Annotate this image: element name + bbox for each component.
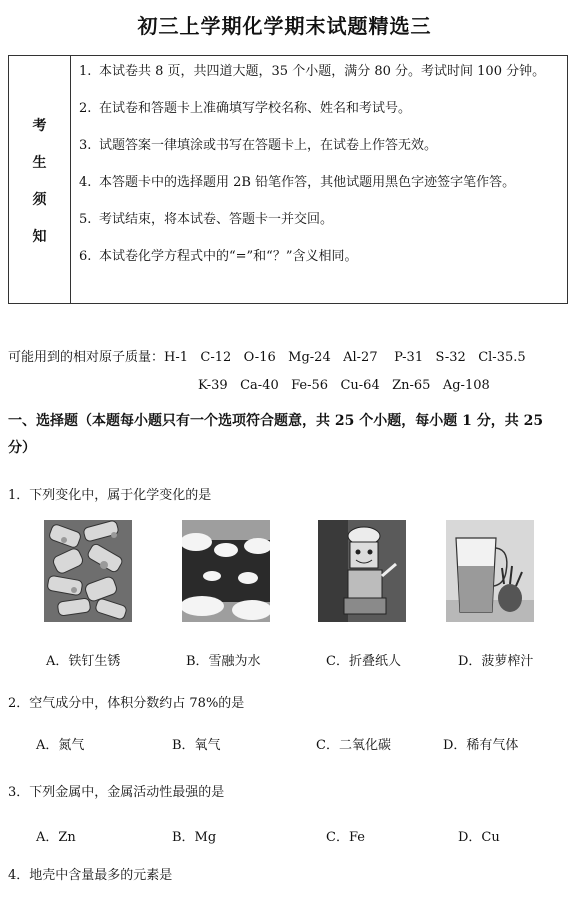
question-image-row — [0, 520, 569, 625]
option-a[interactable]: A．氮气 — [36, 738, 85, 753]
notice-item — [79, 62, 559, 82]
notice-item — [79, 210, 559, 230]
notice-label-char: 考 — [32, 118, 47, 134]
notice-item-number: 1. — [79, 64, 92, 79]
pineapple-juice-image — [446, 520, 534, 622]
melting-snow-image — [182, 520, 270, 622]
question-stem: 1．下列变化中，属于化学变化的是 — [8, 488, 212, 503]
option-d[interactable]: D．菠萝榨汁 — [458, 654, 534, 669]
notice-item-number: 2. — [79, 101, 92, 116]
answer-options — [0, 826, 569, 846]
answer-options — [0, 734, 569, 754]
atomic-mass-info — [8, 344, 563, 400]
notice-item-number: 3. — [79, 138, 92, 153]
notice-item-number: 6. — [79, 249, 92, 264]
option-d[interactable]: D．Cu — [458, 830, 500, 845]
section-heading: 一、选择题（本题每小题只有一个选项符合题意，共 25 个小题，每小题 1 分，共 25 分） — [8, 413, 544, 456]
option-c[interactable]: C．折叠纸人 — [326, 654, 401, 669]
notice-label-char: 生 — [32, 155, 47, 171]
question-stem: 3．下列金属中，金属活动性最强的是 — [8, 785, 225, 800]
notice-item-number: 4. — [79, 175, 92, 190]
notice-list — [71, 56, 567, 303]
notice-item — [79, 173, 559, 193]
rusty-nails-image — [44, 520, 132, 622]
notice-item-number: 5. — [79, 212, 92, 227]
notice-item — [79, 99, 559, 119]
notice-item — [79, 136, 559, 156]
option-a[interactable]: A．Zn — [36, 830, 76, 845]
notice-item-text: 在试卷和答题卡上准确填写学校名称、姓名和考试号。 — [99, 101, 412, 116]
notice-label-char: 知 — [32, 229, 47, 245]
notice-item-text: 本试卷化学方程式中的“=”和“？”含义相同。 — [99, 249, 358, 264]
option-b[interactable]: B．氧气 — [172, 738, 221, 753]
option-c[interactable]: C．Fe — [326, 830, 365, 845]
option-b[interactable]: B．Mg — [172, 830, 217, 845]
question-stem: 2．空气成分中，体积分数约占 78%的是 — [8, 696, 245, 711]
option-c[interactable]: C．二氧化碳 — [316, 738, 391, 753]
option-d[interactable]: D．稀有气体 — [443, 738, 519, 753]
atomic-mass-line: K-39 Ca-40 Fe-56 Cu-64 Zn-65 Ag-108 — [198, 378, 490, 393]
atomic-mass-line: 可能用到的相对原子质量：H-1 C-12 O-16 Mg-24 Al-27 P-31 S-32 Cl-35.5 — [8, 350, 526, 365]
notice-item — [79, 247, 559, 267]
exam-notice-box — [8, 55, 568, 304]
folded-paper-figure-image — [318, 520, 406, 622]
notice-label-char: 须 — [32, 192, 47, 208]
notice-item-text: 本答题卡中的选择题用 2B 铅笔作答，其他试题用黑色字迹签字笔作答。 — [99, 175, 516, 190]
notice-item-text: 本试卷共 8 页，共四道大题，35 个小题，满分 80 分。考试时间 100 分钟。 — [99, 64, 546, 79]
question-stem: 4．地壳中含量最多的元素是 — [8, 868, 173, 883]
page-title: 初三上学期化学期末试题精选三 — [137, 14, 432, 38]
notice-item-text: 试题答案一律填涂或书写在答题卡上，在试卷上作答无效。 — [99, 138, 438, 153]
option-a[interactable]: A．铁钉生锈 — [46, 654, 121, 669]
notice-label — [9, 56, 71, 303]
answer-options — [0, 650, 569, 670]
notice-item-text: 考试结束，将本试卷、答题卡一并交回。 — [99, 212, 334, 227]
option-b[interactable]: B．雪融为水 — [186, 654, 261, 669]
